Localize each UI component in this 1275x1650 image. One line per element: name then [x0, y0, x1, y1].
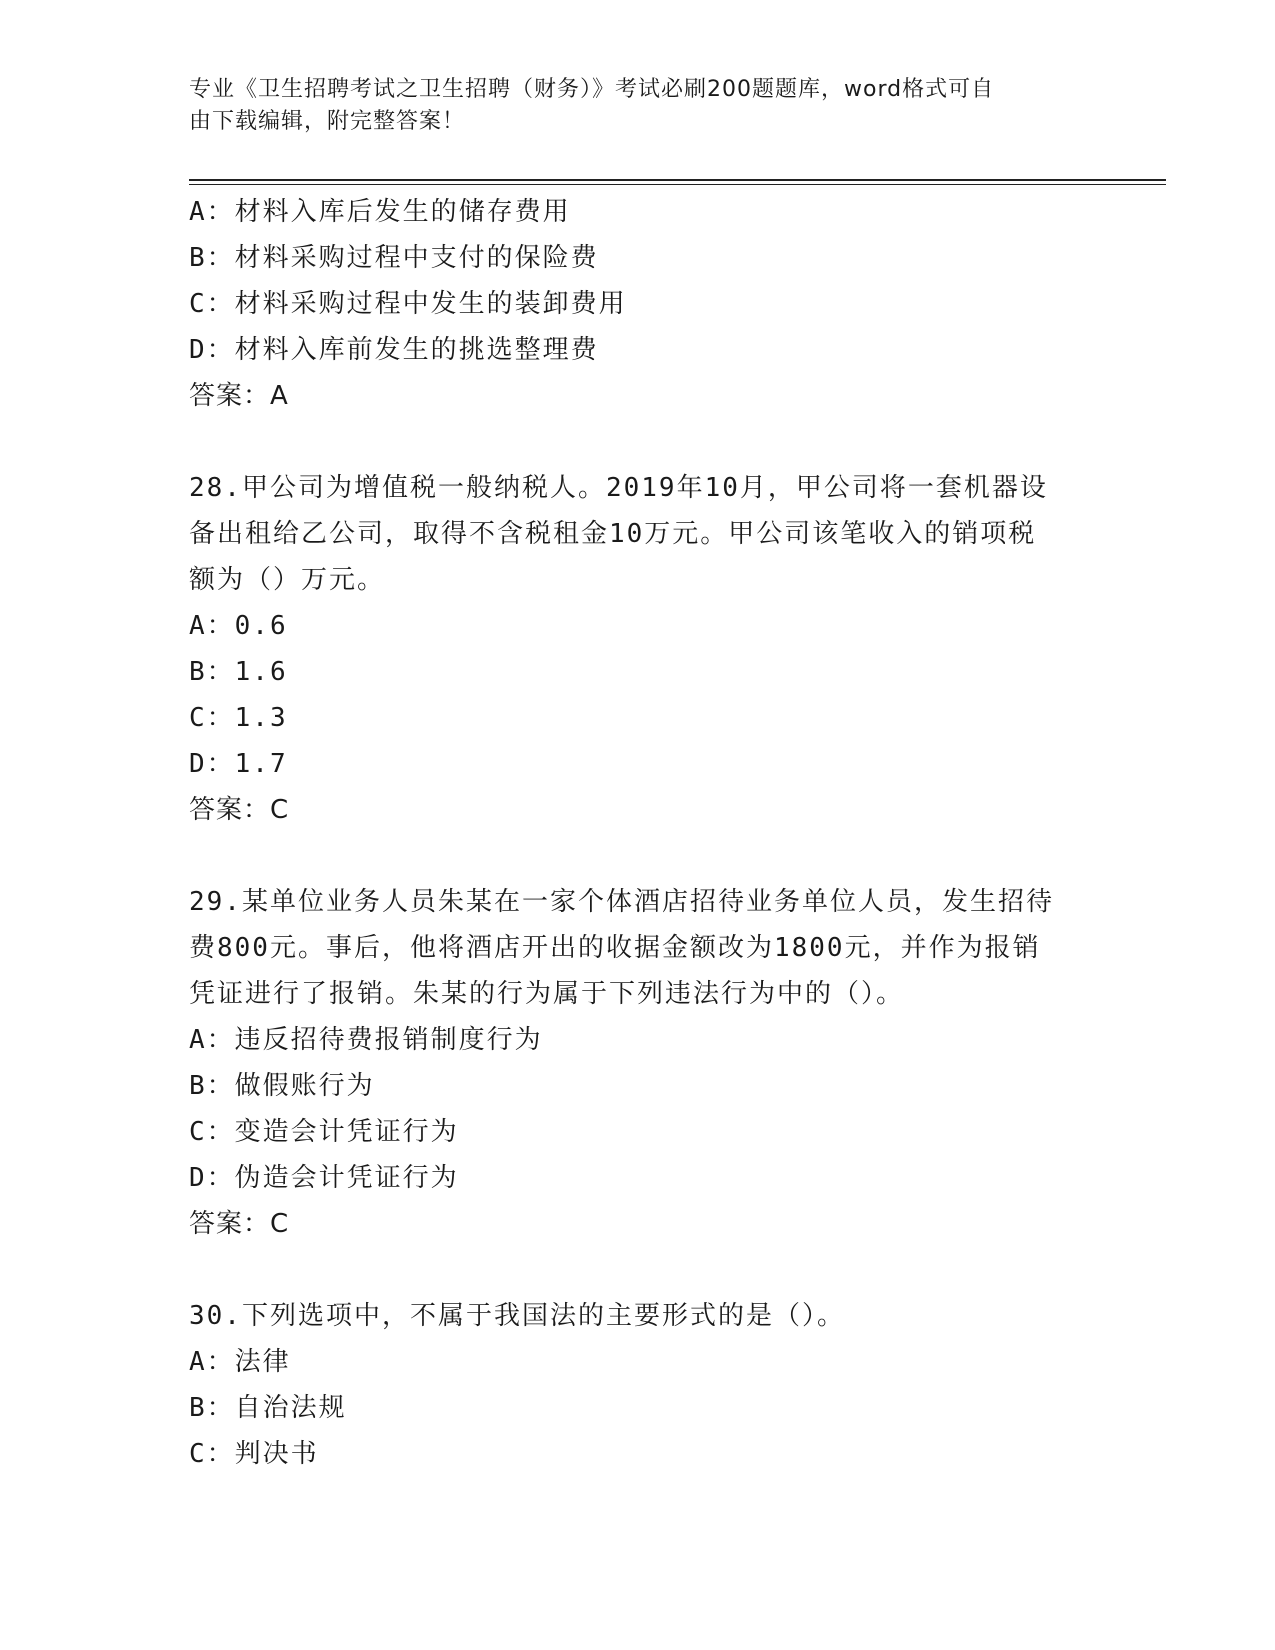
answer-line: 答案：C [189, 795, 290, 825]
option-b: B：自治法规 [189, 1393, 347, 1423]
option-d: D：1.7 [189, 749, 288, 779]
option-a: A：0.6 [189, 611, 288, 641]
option-d: D：材料入库前发生的挑选整理费 [189, 335, 599, 365]
option-a: A：法律 [189, 1347, 291, 1377]
question-list [189, 189, 1089, 1477]
question-stem-line: 额为（）万元。 [189, 565, 386, 595]
header-line-2: 由下载编辑，附完整答案！ [189, 109, 466, 134]
question-stem-line: 30.下列选项中，不属于我国法的主要形式的是（）。 [189, 1301, 845, 1331]
option-c: C：材料采购过程中发生的装卸费用 [189, 289, 627, 319]
question-28 [189, 465, 1089, 833]
option-d: D：伪造会计凭证行为 [189, 1163, 459, 1193]
header-divider-thick [189, 179, 1166, 181]
answer-line: 答案：C [189, 1209, 290, 1239]
question-30 [189, 1293, 1089, 1477]
question-stem-line: 备出租给乙公司，取得不含税租金10万元。甲公司该笔收入的销项税 [189, 519, 1037, 549]
answer-line: 答案：A [189, 381, 289, 411]
question-stem-line: 费800元。事后，他将酒店开出的收据金额改为1800元，并作为报销 [189, 933, 1041, 963]
option-c: C：变造会计凭证行为 [189, 1117, 459, 1147]
option-c: C：判决书 [189, 1439, 319, 1469]
question-29 [189, 879, 1089, 1247]
option-a: A：违反招待费报销制度行为 [189, 1025, 543, 1055]
option-b: B：做假账行为 [189, 1071, 375, 1101]
document-header [189, 74, 1069, 138]
option-b: B：1.6 [189, 657, 288, 687]
question-27 [189, 189, 1089, 419]
option-a: A：材料入库后发生的储存费用 [189, 197, 571, 227]
question-stem-line: 29.某单位业务人员朱某在一家个体酒店招待业务单位人员，发生招待 [189, 887, 1054, 917]
header-divider-thin [189, 184, 1166, 185]
option-b: B：材料采购过程中支付的保险费 [189, 243, 599, 273]
option-c: C：1.3 [189, 703, 288, 733]
header-line-1: 专业《卫生招聘考试之卫生招聘（财务）》考试必刷200题题库，word格式可自 [189, 77, 995, 102]
question-stem-line: 凭证进行了报销。朱某的行为属于下列违法行为中的（）。 [189, 979, 905, 1009]
question-stem-line: 28.甲公司为增值税一般纳税人。2019年10月，甲公司将一套机器设 [189, 473, 1048, 503]
